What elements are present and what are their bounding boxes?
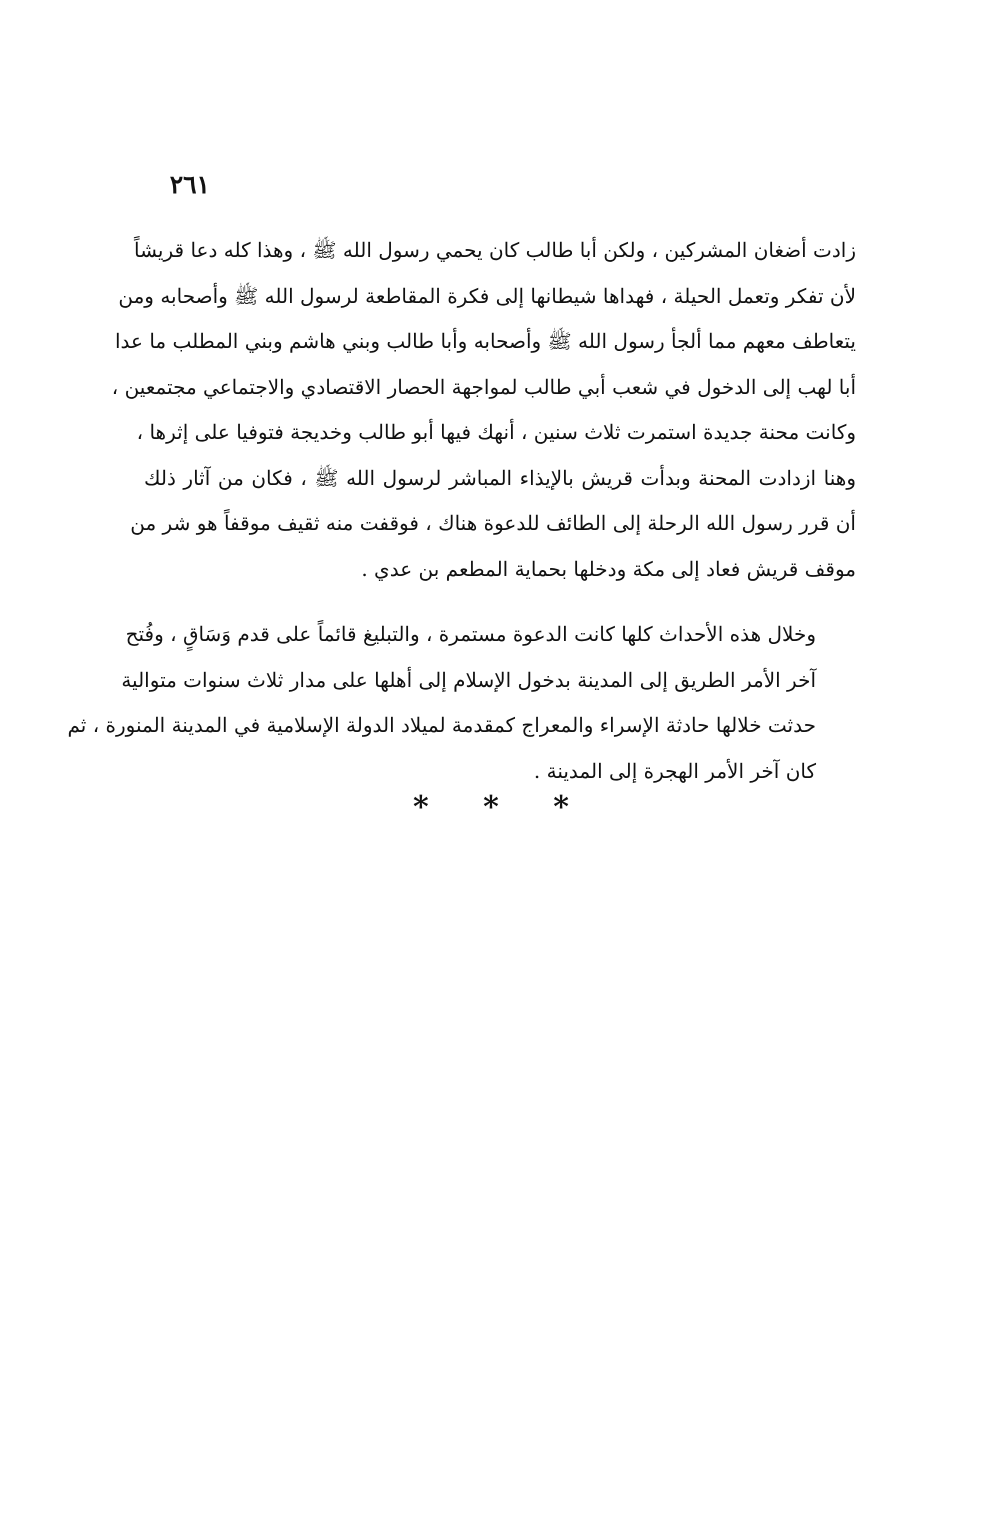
text-line: وكانت محنة جديدة استمرت ثلاث سنين ، أنهك فيها أبو طالب وخديجة فتوفيا على إثرها ، [136, 420, 856, 444]
page-number: ٢٦١ [169, 170, 210, 199]
text-line: لأن تفكر وتعمل الحيلة ، فهداها شيطانها إلى فكرة المقاطعة لرسول الله ﷺ وأصحابه ومن [118, 283, 856, 308]
text-line: آخر الأمر الطريق إلى المدينة بدخول الإسلام إلى أهلها على مدار ثلاث سنوات متوالية [121, 667, 816, 692]
text-line: كان آخر الأمر الهجرة إلى المدينة . [533, 758, 816, 783]
section-separator: * * * [413, 790, 591, 825]
text-line: حدثت خلالها حادثة الإسراء والمعراج كمقدمة لميلاد الدولة الإسلامية في المدينة المنورة ، ثم [67, 713, 816, 737]
paragraph-2 [67, 612, 856, 794]
text-line: زادت أضغان المشركين ، ولكن أبا طالب كان يحمي رسول الله ﷺ ، وهذا كله دعا قريشاً [133, 238, 856, 262]
text-line: أبا لهب إلى الدخول في شعب أبي طالب لمواجهة الحصار الاقتصادي والاجتماعي مجتمعين ، [111, 374, 856, 399]
text-line: يتعاطف معهم مما ألجأ رسول الله ﷺ وأصحابه وأبا طالب وبني هاشم وبني المطلب ما عدا [114, 329, 856, 353]
text-line: أن قرر رسول الله الرحلة إلى الطائف للدعوة هناك ، فوقفت منه ثقيف موقفاً هو شر من [130, 511, 856, 535]
text-line: موقف قريش فعاد إلى مكة ودخلها بحماية المطعم بن عدي . [361, 556, 856, 581]
body-text [67, 228, 856, 794]
text-line: وهنا ازدادت المحنة وبدأت قريش بالإيذاء المباشر لرسول الله ﷺ ، فكان من آثار ذلك [144, 465, 856, 490]
text-line: وخلال هذه الأحداث كلها كانت الدعوة مستمرة ، والتبليغ قائماً على قدم وَسَاقٍ ، وفُتح [125, 622, 816, 646]
paragraph-1 [111, 228, 856, 592]
